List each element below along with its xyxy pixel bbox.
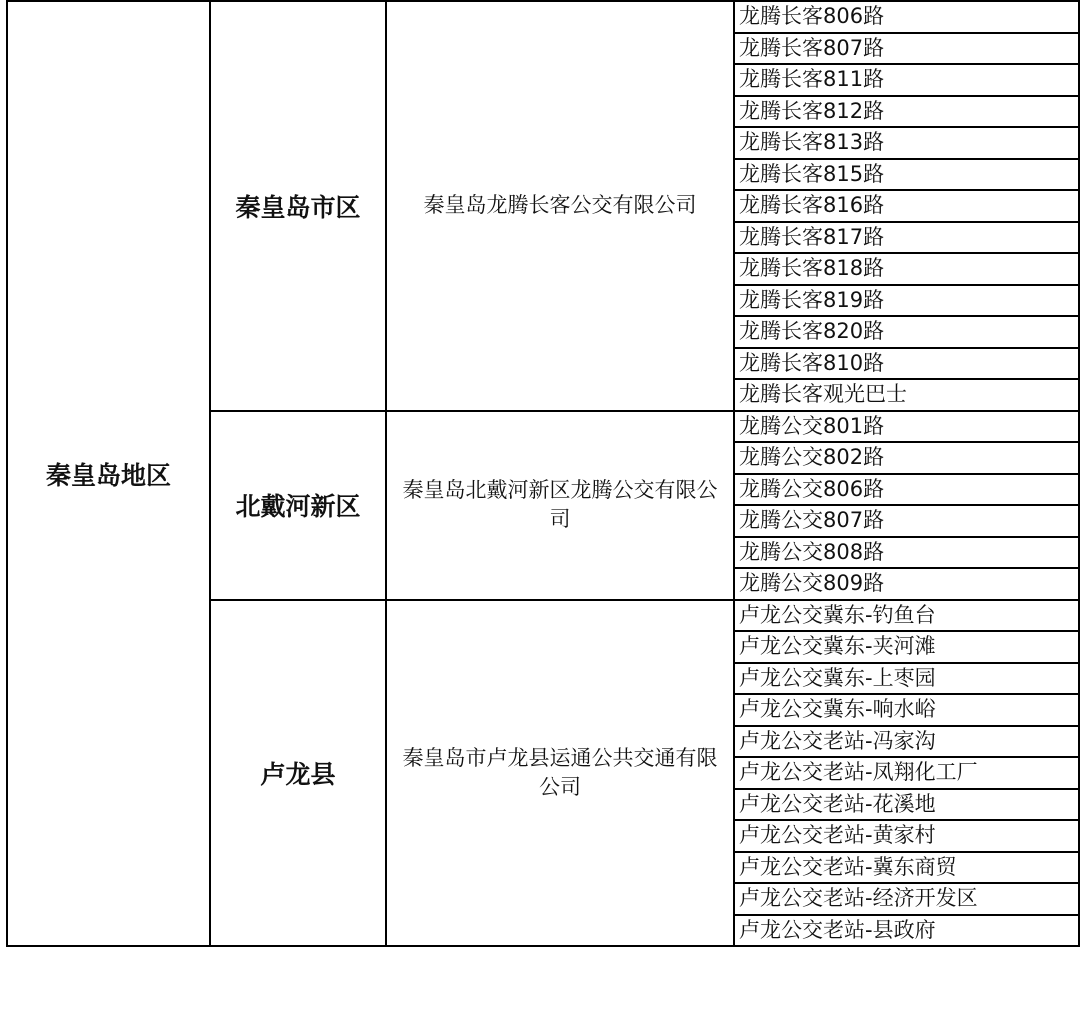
route-line-cell: 卢龙公交老站-凤翔化工厂 — [734, 757, 1079, 789]
route-line-cell: 卢龙公交老站-经济开发区 — [734, 883, 1079, 915]
district-cell: 秦皇岛市区 — [210, 1, 386, 411]
route-line-cell: 龙腾长客812路 — [734, 96, 1079, 128]
region-cell: 秦皇岛地区 — [7, 1, 210, 946]
company-cell: 秦皇岛北戴河新区龙腾公交有限公司 — [386, 411, 734, 600]
route-line-cell: 龙腾长客807路 — [734, 33, 1079, 65]
route-line-cell: 龙腾长客811路 — [734, 64, 1079, 96]
district-cell: 北戴河新区 — [210, 411, 386, 600]
bus-route-table — [6, 0, 1080, 947]
route-line-cell: 卢龙公交老站-黄家村 — [734, 820, 1079, 852]
route-line-cell: 龙腾长客观光巴士 — [734, 379, 1079, 411]
route-line-cell: 龙腾长客817路 — [734, 222, 1079, 254]
route-line-cell: 卢龙公交冀东-钓鱼台 — [734, 600, 1079, 632]
table-row — [7, 1, 1079, 33]
route-line-cell: 龙腾长客820路 — [734, 316, 1079, 348]
district-cell: 卢龙县 — [210, 600, 386, 947]
route-line-cell: 龙腾公交809路 — [734, 568, 1079, 600]
route-line-cell: 龙腾长客806路 — [734, 1, 1079, 33]
route-line-cell: 龙腾公交802路 — [734, 442, 1079, 474]
company-cell: 秦皇岛龙腾长客公交有限公司 — [386, 1, 734, 411]
company-cell: 秦皇岛市卢龙县运通公共交通有限公司 — [386, 600, 734, 947]
route-line-cell: 龙腾公交801路 — [734, 411, 1079, 443]
route-line-cell: 龙腾长客819路 — [734, 285, 1079, 317]
route-line-cell: 卢龙公交老站-花溪地 — [734, 789, 1079, 821]
route-line-cell: 龙腾公交808路 — [734, 537, 1079, 569]
route-line-cell: 卢龙公交冀东-夹河滩 — [734, 631, 1079, 663]
route-line-cell: 龙腾长客816路 — [734, 190, 1079, 222]
route-line-cell: 龙腾公交806路 — [734, 474, 1079, 506]
route-line-cell: 卢龙公交老站-县政府 — [734, 915, 1079, 947]
route-line-cell: 龙腾长客815路 — [734, 159, 1079, 191]
route-line-cell: 龙腾公交807路 — [734, 505, 1079, 537]
route-line-cell: 卢龙公交老站-冯家沟 — [734, 726, 1079, 758]
route-line-cell: 卢龙公交老站-冀东商贸 — [734, 852, 1079, 884]
route-line-cell: 龙腾长客810路 — [734, 348, 1079, 380]
route-line-cell: 卢龙公交冀东-响水峪 — [734, 694, 1079, 726]
route-line-cell: 卢龙公交冀东-上枣园 — [734, 663, 1079, 695]
route-line-cell: 龙腾长客813路 — [734, 127, 1079, 159]
route-line-cell: 龙腾长客818路 — [734, 253, 1079, 285]
table-body — [7, 0, 1079, 946]
